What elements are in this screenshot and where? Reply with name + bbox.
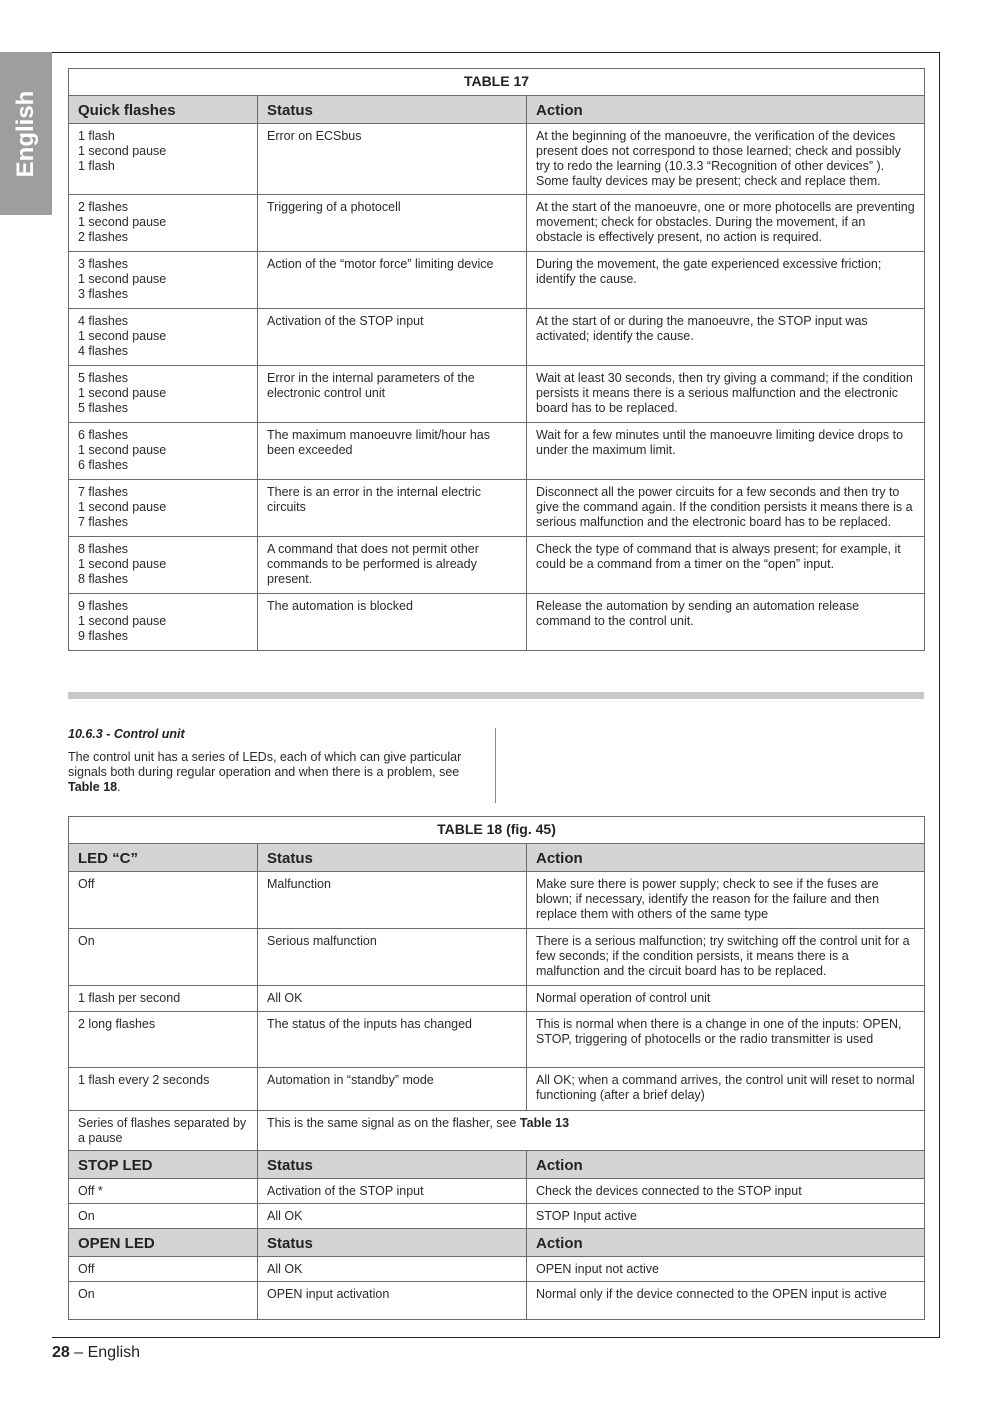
cell-action: Make sure there is power supply; check to see if the fuses are blown; if necessary, identify the reason for the failure and then replace them with others of the same type (527, 872, 925, 929)
section-text: The control unit has a series of LEDs, each of which can give particular signals both during regular operation and when there is a problem, see (68, 750, 462, 779)
cell-action: At the beginning of the manoeuvre, the verification of the devices present does not correspond to those learned; check and possibly try to redo the learning (10.3.3 “Recognition of other devices” ). Some faulty devices may be present; check and replace them. (527, 124, 925, 195)
cell-status: Activation of the STOP input (258, 1179, 527, 1204)
table-row (69, 1257, 925, 1282)
cell-action: OPEN input not active (527, 1257, 925, 1282)
footer-separator: – (69, 1344, 88, 1361)
table-17-header-action: Action (527, 96, 925, 124)
cell-status: All OK (258, 986, 527, 1012)
cell-status: Action of the “motor force” limiting device (258, 252, 527, 309)
cell-led: Off (69, 1257, 258, 1282)
cell-action: During the movement, the gate experienced excessive friction; identify the cause. (527, 252, 925, 309)
table-18-header-stop-led: STOP LED (69, 1151, 258, 1179)
cell-status: Automation in “standby” mode (258, 1068, 527, 1111)
cell-led: Series of flashes separated by a pause (69, 1111, 258, 1151)
cell-flashes: 7 flashes 1 second pause 7 flashes (69, 480, 258, 537)
section-text-end: . (117, 780, 121, 794)
cell-status: All OK (258, 1257, 527, 1282)
table-row (69, 309, 925, 366)
table-18-header-status: Status (258, 1229, 527, 1257)
cell-led: On (69, 1282, 258, 1320)
section-paragraph (68, 750, 490, 795)
table-row (69, 1111, 925, 1151)
cell-action: This is normal when there is a change in one of the inputs: OPEN, STOP, triggering of photocells or the radio transmitter is used (527, 1012, 925, 1068)
cell-status: Triggering of a photocell (258, 195, 527, 252)
table-18-header-action: Action (527, 1229, 925, 1257)
cell-action: Check the devices connected to the STOP input (527, 1179, 925, 1204)
cell-status: OPEN input activation (258, 1282, 527, 1320)
cell-led: 1 flash per second (69, 986, 258, 1012)
table-row (69, 1282, 925, 1320)
cell-status: Error in the internal parameters of the electronic control unit (258, 366, 527, 423)
table-row (69, 195, 925, 252)
cell-led: On (69, 929, 258, 986)
table-18-header-action: Action (527, 1151, 925, 1179)
cell-status: The automation is blocked (258, 594, 527, 651)
cell-status: All OK (258, 1204, 527, 1229)
cell-action: Release the automation by sending an automation release command to the control unit. (527, 594, 925, 651)
cell-action: All OK; when a command arrives, the control unit will reset to normal functioning (after a brief delay) (527, 1068, 925, 1111)
cell-led: 2 long flashes (69, 1012, 258, 1068)
cell-status (258, 1111, 925, 1151)
table-17-title: TABLE 17 (69, 69, 925, 96)
section-divider (68, 692, 924, 699)
table-row (69, 594, 925, 651)
table-row (69, 1068, 925, 1111)
table-18-header-action: Action (527, 844, 925, 872)
cell-flashes: 6 flashes 1 second pause 6 flashes (69, 423, 258, 480)
cell-flashes: 8 flashes 1 second pause 8 flashes (69, 537, 258, 594)
cell-status: The status of the inputs has changed (258, 1012, 527, 1068)
table-18-header-status: Status (258, 844, 527, 872)
cell-action: Disconnect all the power circuits for a few seconds and then try to give the command again. If the condition persists it means there is a serious malfunction and the electronic board has to be replaced. (527, 480, 925, 537)
language-tab-label: English (12, 90, 39, 178)
table-17 (68, 68, 925, 651)
cell-flashes: 3 flashes 1 second pause 3 flashes (69, 252, 258, 309)
table-row (69, 537, 925, 594)
table-17-header-quick-flashes: Quick flashes (69, 96, 258, 124)
page-footer (52, 1344, 140, 1362)
cell-status: Serious malfunction (258, 929, 527, 986)
column-divider (495, 728, 496, 803)
cell-flashes: 9 flashes 1 second pause 9 flashes (69, 594, 258, 651)
page-number: 28 (52, 1344, 70, 1361)
table-row (69, 1012, 925, 1068)
cell-action: STOP Input active (527, 1204, 925, 1229)
series-table-ref: Table 13 (519, 1116, 570, 1130)
table-row (69, 366, 925, 423)
cell-status: Activation of the STOP input (258, 309, 527, 366)
table-row (69, 1204, 925, 1229)
cell-action: Wait at least 30 seconds, then try giving a command; if the condition persists it means there is a serious malfunction and the electronic board has to be replaced. (527, 366, 925, 423)
table-row (69, 1179, 925, 1204)
cell-led: Off (69, 872, 258, 929)
table-17-header-status: Status (258, 96, 527, 124)
table-row (69, 986, 925, 1012)
table-row (69, 872, 925, 929)
cell-led: Off * (69, 1179, 258, 1204)
cell-action: There is a serious malfunction; try switching off the control unit for a few seconds; if the condition persists, it means there is a malfunction and the circuit board has to be replaced. (527, 929, 925, 986)
table-row (69, 124, 925, 195)
table-row (69, 929, 925, 986)
cell-action: At the start of the manoeuvre, one or more photocells are preventing movement; check for obstacles. During the movement, if an obstacle is effectively present, no action is required. (527, 195, 925, 252)
footer-language: English (87, 1344, 141, 1361)
cell-status: Error on ECSbus (258, 124, 527, 195)
section-title: 10.6.3 - Control unit (68, 727, 185, 741)
table-18-header-open-led: OPEN LED (69, 1229, 258, 1257)
table-18-header-led-c: LED “C” (69, 844, 258, 872)
cell-status: Malfunction (258, 872, 527, 929)
cell-status: There is an error in the internal electric circuits (258, 480, 527, 537)
cell-status: A command that does not permit other commands to be performed is already present. (258, 537, 527, 594)
cell-action: Check the type of command that is always present; for example, it could be a command from a timer on the “open” input. (527, 537, 925, 594)
cell-flashes: 2 flashes 1 second pause 2 flashes (69, 195, 258, 252)
table-18 (68, 816, 925, 1320)
cell-flashes: 4 flashes 1 second pause 4 flashes (69, 309, 258, 366)
table-row (69, 480, 925, 537)
table-18-title: TABLE 18 (fig. 45) (69, 817, 925, 844)
cell-action: Wait for a few minutes until the manoeuvre limiting device drops to under the maximum limit. (527, 423, 925, 480)
cell-status: The maximum manoeuvre limit/hour has been exceeded (258, 423, 527, 480)
section-table-ref: Table 18 (68, 780, 118, 794)
cell-led: 1 flash every 2 seconds (69, 1068, 258, 1111)
language-tab (0, 52, 52, 215)
table-row (69, 423, 925, 480)
cell-action: Normal operation of control unit (527, 986, 925, 1012)
cell-led: On (69, 1204, 258, 1229)
table-row (69, 252, 925, 309)
table-18-header-status: Status (258, 1151, 527, 1179)
series-text: This is the same signal as on the flasher, see (267, 1116, 520, 1130)
cell-action: At the start of or during the manoeuvre, the STOP input was activated; identify the cause. (527, 309, 925, 366)
cell-action: Normal only if the device connected to the OPEN input is active (527, 1282, 925, 1320)
cell-flashes: 5 flashes 1 second pause 5 flashes (69, 366, 258, 423)
cell-flashes: 1 flash 1 second pause 1 flash (69, 124, 258, 195)
